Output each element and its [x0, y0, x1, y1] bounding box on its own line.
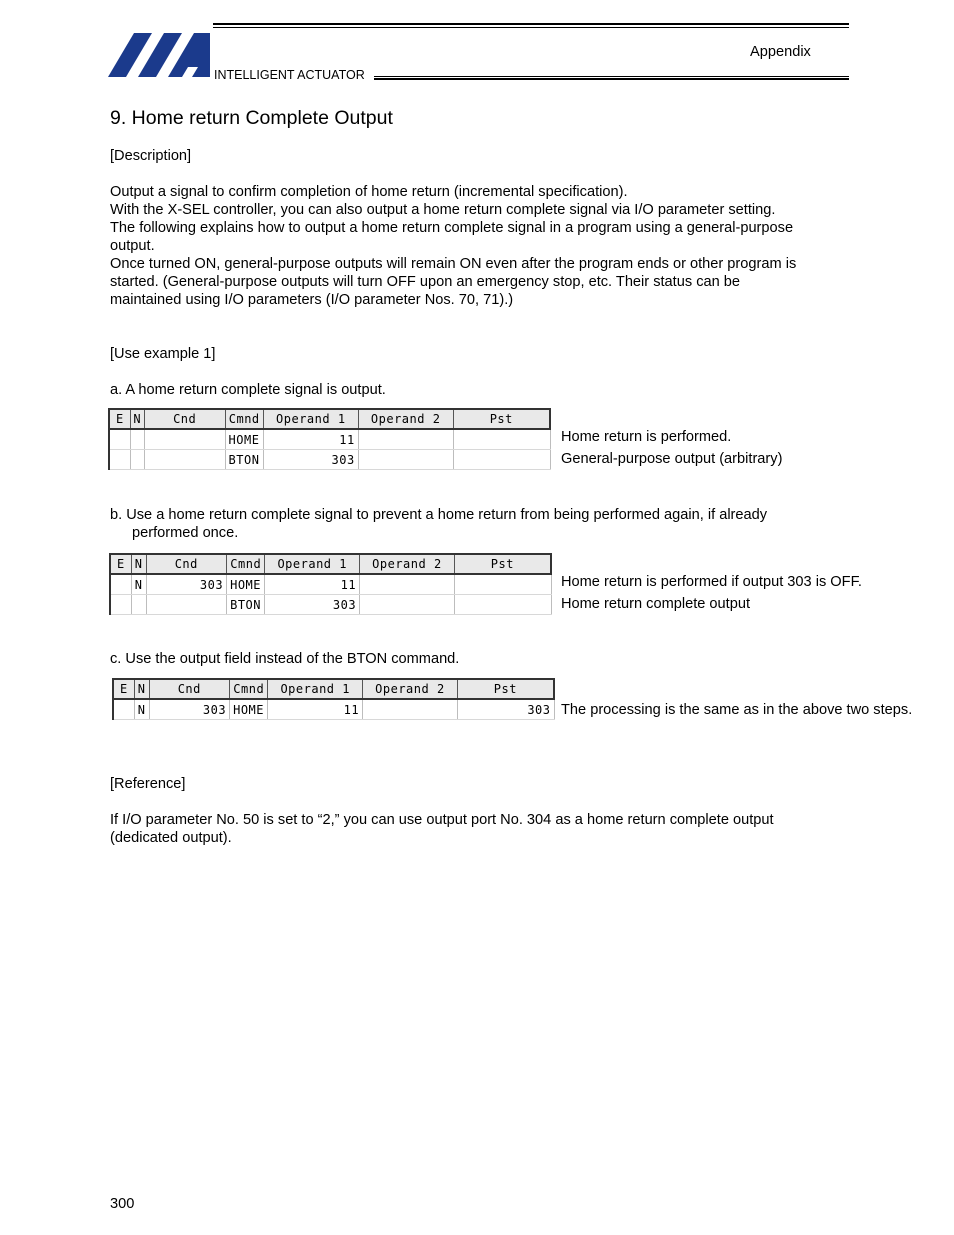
- cell-operand2: [358, 429, 453, 450]
- col-pst: Pst: [453, 409, 550, 429]
- cell-e: [109, 429, 130, 450]
- cell-n: N: [134, 699, 149, 720]
- table-row: [110, 595, 551, 615]
- cell-operand1: 11: [263, 429, 358, 450]
- col-operand2: Operand 2: [363, 679, 458, 699]
- cell-e: [109, 450, 130, 470]
- table-row: [113, 699, 554, 720]
- example-b-label: b. Use a home return complete signal to prevent a home return from being performed again, if already: [110, 507, 768, 523]
- program-table-a: [108, 408, 551, 470]
- cell-operand2: [363, 699, 458, 720]
- reference-body: [110, 811, 774, 847]
- cell-n: [130, 429, 144, 450]
- cell-e: [113, 699, 134, 720]
- page-number: 300: [110, 1196, 135, 1212]
- iai-logo-icon: [108, 33, 210, 77]
- cell-n: [130, 450, 144, 470]
- col-n: N: [130, 409, 144, 429]
- reference-line: If I/O parameter No. 50 is set to “2,” you can use output port No. 304 as a home return complete output: [110, 812, 774, 828]
- header-bottom-rule-thin: [374, 76, 849, 77]
- header-top-rule: [213, 23, 849, 25]
- example-b-label: performed once.: [132, 525, 239, 541]
- example-a-note: General-purpose output (arbitrary): [561, 451, 783, 467]
- cell-pst: [453, 450, 550, 470]
- cell-cmnd: BTON: [225, 450, 263, 470]
- use-example-heading: [Use example 1]: [110, 346, 216, 362]
- description-line: maintained using I/O parameters (I/O parameter Nos. 70, 71).): [110, 292, 514, 308]
- cell-n: N: [131, 574, 146, 595]
- reference-heading: [Reference]: [110, 776, 186, 792]
- section-label: Appendix: [750, 44, 811, 60]
- col-n: N: [131, 554, 146, 574]
- col-cnd: Cnd: [146, 554, 227, 574]
- cell-pst: [454, 595, 551, 615]
- program-table-c: [112, 678, 555, 720]
- example-c-note: The processing is the same as in the above two steps.: [561, 702, 913, 718]
- cell-cmnd: HOME: [230, 699, 268, 720]
- col-pst: Pst: [457, 679, 554, 699]
- cell-pst: 303: [457, 699, 554, 720]
- cell-cmnd: HOME: [225, 429, 263, 450]
- cell-operand1: 303: [265, 595, 360, 615]
- program-table-b: [109, 553, 552, 615]
- col-e: E: [113, 679, 134, 699]
- example-b-note: Home return is performed if output 303 is OFF.: [561, 574, 862, 590]
- col-cmnd: Cmnd: [227, 554, 265, 574]
- description-line: Output a signal to confirm completion of home return (incremental specification).: [110, 184, 628, 200]
- example-b-note: Home return complete output: [561, 596, 751, 612]
- cell-e: [110, 595, 131, 615]
- cell-operand2: [360, 595, 455, 615]
- table-header: [109, 409, 550, 429]
- col-e: E: [109, 409, 130, 429]
- table-row: [109, 429, 550, 450]
- col-operand2: Operand 2: [360, 554, 455, 574]
- cell-cnd: 303: [149, 699, 230, 720]
- col-n: N: [134, 679, 149, 699]
- col-pst: Pst: [454, 554, 551, 574]
- table-row: [109, 450, 550, 470]
- cell-operand1: 11: [268, 699, 363, 720]
- example-a-note: Home return is performed.: [561, 429, 732, 445]
- col-operand1: Operand 1: [268, 679, 363, 699]
- header-top-rule-thin: [213, 27, 849, 28]
- col-cnd: Cnd: [144, 409, 225, 429]
- col-cmnd: Cmnd: [225, 409, 263, 429]
- cell-cnd: [144, 429, 225, 450]
- cell-pst: [454, 574, 551, 595]
- example-c-label: c. Use the output field instead of the BTON command.: [110, 651, 460, 667]
- cell-cmnd: BTON: [227, 595, 265, 615]
- page-title: 9. Home return Complete Output: [110, 107, 393, 129]
- cell-e: [110, 574, 131, 595]
- col-e: E: [110, 554, 131, 574]
- description-line: output.: [110, 238, 155, 254]
- col-operand1: Operand 1: [263, 409, 358, 429]
- cell-n: [131, 595, 146, 615]
- cell-operand2: [358, 450, 453, 470]
- description-heading: [Description]: [110, 148, 192, 164]
- cell-operand1: 303: [263, 450, 358, 470]
- description-body: [110, 183, 796, 309]
- reference-line: (dedicated output).: [110, 830, 232, 846]
- cell-cnd: [146, 595, 227, 615]
- header-bottom-rule: [374, 78, 849, 80]
- table-row: [110, 574, 551, 595]
- col-cnd: Cnd: [149, 679, 230, 699]
- cell-cnd: [144, 450, 225, 470]
- cell-operand1: 11: [265, 574, 360, 595]
- table-header: [113, 679, 554, 699]
- description-line: With the X-SEL controller, you can also output a home return complete signal via I/O parameter setting.: [110, 202, 776, 218]
- example-a-label: a. A home return complete signal is output.: [110, 382, 386, 398]
- col-operand1: Operand 1: [265, 554, 360, 574]
- description-line: Once turned ON, general-purpose outputs will remain ON even after the program ends or other program is: [110, 256, 797, 272]
- table-header: [110, 554, 551, 574]
- cell-cnd: 303: [146, 574, 227, 595]
- col-operand2: Operand 2: [358, 409, 453, 429]
- description-line: The following explains how to output a home return complete signal in a program using a general-purpose: [110, 220, 794, 236]
- description-line: started. (General-purpose outputs will turn OFF upon an emergency stop, etc. Their status can be: [110, 274, 741, 290]
- cell-pst: [453, 429, 550, 450]
- cell-operand2: [360, 574, 455, 595]
- col-cmnd: Cmnd: [230, 679, 268, 699]
- cell-cmnd: HOME: [227, 574, 265, 595]
- company-name: INTELLIGENT ACTUATOR: [214, 68, 365, 82]
